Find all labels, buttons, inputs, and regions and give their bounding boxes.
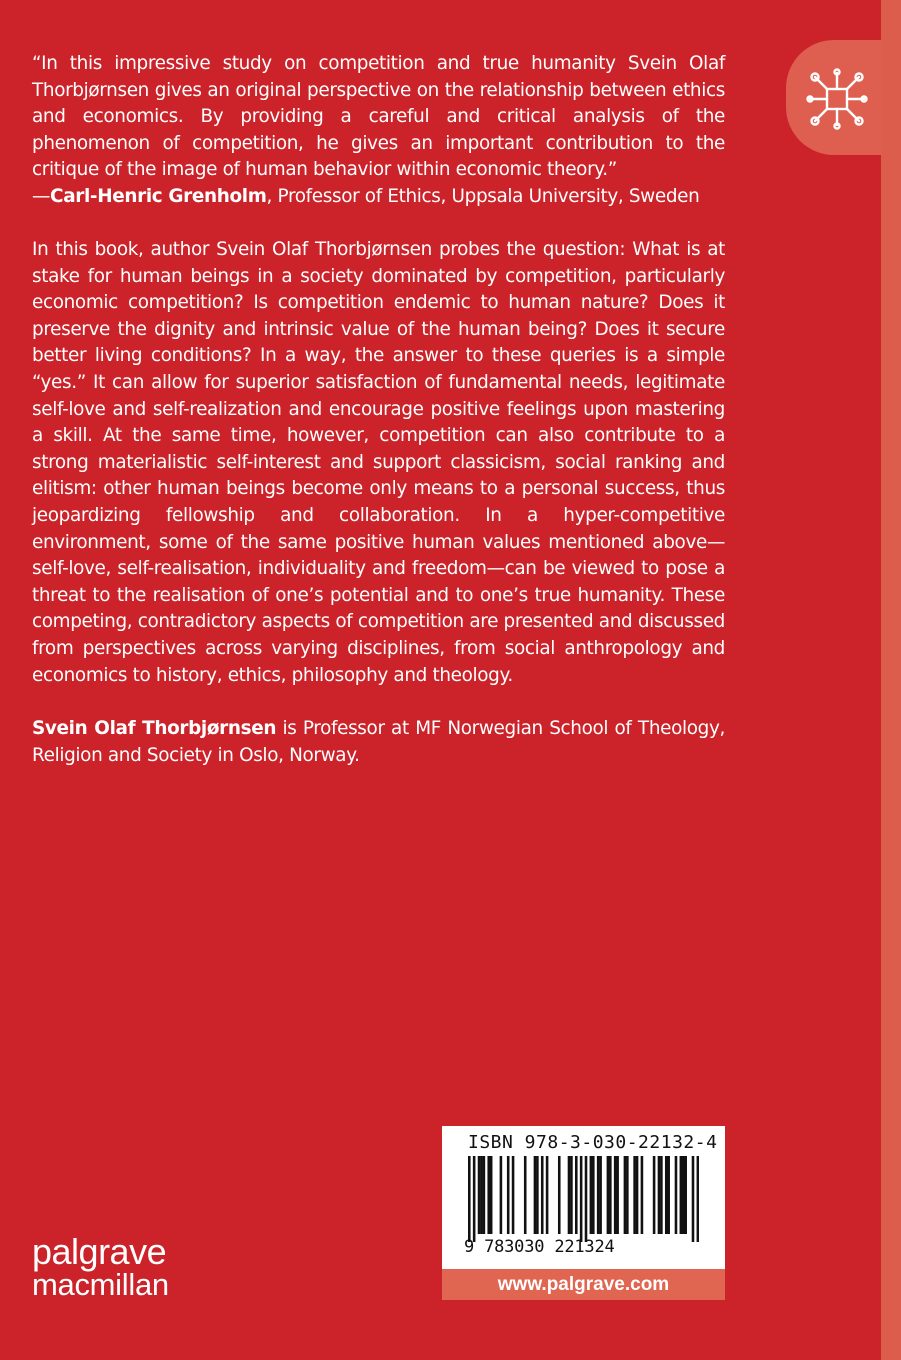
barcode-bar	[599, 1156, 602, 1234]
barcode-bar	[487, 1156, 490, 1234]
author-bio-text: is Professor at MF Norwegian School of Theology, Religion and Society in Oslo, Norway.	[32, 718, 726, 766]
barcode-bar	[507, 1156, 510, 1234]
barcode-bar	[614, 1156, 617, 1234]
quote-author: Carl-Henric Grenholm	[50, 185, 267, 207]
barcode-bar	[607, 1156, 610, 1234]
barcode-bar	[500, 1156, 503, 1234]
barcode-bars	[468, 1156, 699, 1242]
barcode-bar	[675, 1156, 678, 1234]
barcode-bar	[653, 1156, 656, 1234]
spine-strip	[881, 0, 901, 1360]
barcode-bar	[624, 1156, 627, 1234]
barcode-bar	[697, 1156, 699, 1242]
barcode-bar	[483, 1156, 486, 1234]
quote-text: “In this impressive study on competition and true humanity Svein Olaf Thorbjørnsen gives an original perspective on the relationship between ethics and economics. By providing a careful and critical analysis of the phenomenon of competition, he gives an important contribution to the critique of the image of human behavior within economic theory.”	[32, 53, 725, 181]
barcode-bar	[667, 1156, 670, 1234]
author-bio	[32, 716, 725, 769]
barcode-bar	[590, 1156, 593, 1234]
barcode-bar	[480, 1156, 483, 1234]
barcode-bar	[468, 1156, 471, 1242]
barcode-bar	[682, 1156, 685, 1234]
publisher-logo-tab	[786, 40, 882, 155]
barcode-bar	[692, 1156, 695, 1242]
publisher-name-line1: palgrave	[32, 1231, 167, 1272]
isbn-label: ISBN 978-3-030-22132-4	[468, 1132, 718, 1153]
barcode-bar	[665, 1156, 668, 1234]
barcode-bar	[658, 1156, 661, 1234]
barcode-bar	[568, 1156, 571, 1234]
barcode-bar	[680, 1156, 683, 1234]
barcode-bar	[570, 1156, 573, 1234]
barcode-bar	[536, 1156, 539, 1234]
barcode-bar	[633, 1156, 636, 1234]
barcode-bar	[512, 1156, 515, 1234]
publisher-website[interactable]: www.palgrave.com	[442, 1269, 725, 1300]
barcode-box	[442, 1126, 725, 1269]
barcode-bar	[641, 1156, 644, 1234]
barcode-bar	[473, 1156, 476, 1242]
author-name: Svein Olaf Thorbjørnsen	[32, 718, 277, 739]
barcode-digits: 9 783030 221324	[464, 1237, 615, 1257]
barcode-bar	[541, 1156, 544, 1234]
quote-affiliation: , Professor of Ethics, Uppsala University, Sweden	[266, 185, 700, 207]
barcode-bar	[575, 1156, 578, 1234]
palgrave-network-logo-icon	[806, 68, 868, 130]
barcode-bar	[534, 1156, 537, 1234]
barcode-bar	[597, 1156, 600, 1234]
barcode-bar	[592, 1156, 595, 1234]
publisher-name-line2: macmillan	[32, 1267, 169, 1302]
barcode-bar	[585, 1156, 588, 1242]
barcode-bar	[478, 1156, 481, 1234]
barcode-bar	[546, 1156, 549, 1234]
barcode-bar	[490, 1156, 493, 1234]
barcode-bar	[616, 1156, 619, 1234]
endorsement-quote	[32, 51, 725, 211]
book-summary: In this book, author Svein Olaf Thorbjørnsen probes the question: What is at stake for human beings in a society dominated by competition, particularly economic competition? Is competition endemic to human nature? Does it preserve the dignity and intrinsic value of the human being? Does it secure better living conditions? In a way, the answer to these queries is a simple “yes.” It can allow for superior satisfaction of fundamental needs, legitimate self-love and self-realization and encourage positive feelings upon mastering a skill. At the same time, however, competition can also contribute to a strong materialistic self-interest and support classicism, social ranking and elitism: other human beings become only means to a personal success, thus jeopardizing fellowship and collaboration. In a hyper-competitive environment, some of the same positive human values mentioned above—self-love, self-realisation, individuality and freedom—can be viewed to pose a threat to the realisation of one’s potential and to one’s true humanity. These competing, contradictory aspects of competition are presented and discussed from perspectives across varying disciplines, from social anthropology and economics to history, ethics, philosophy and theology.	[32, 239, 725, 686]
barcode-bar	[609, 1156, 612, 1234]
barcode-bar	[580, 1156, 583, 1242]
barcode-bar	[626, 1156, 629, 1234]
quote-dash: —	[32, 185, 51, 207]
publisher-wordmark	[32, 1231, 169, 1302]
barcode-bar	[684, 1156, 687, 1234]
barcode-bar	[558, 1156, 561, 1234]
barcode-bar	[524, 1156, 527, 1234]
barcode-bar	[636, 1156, 639, 1234]
barcode-bar	[660, 1156, 663, 1234]
